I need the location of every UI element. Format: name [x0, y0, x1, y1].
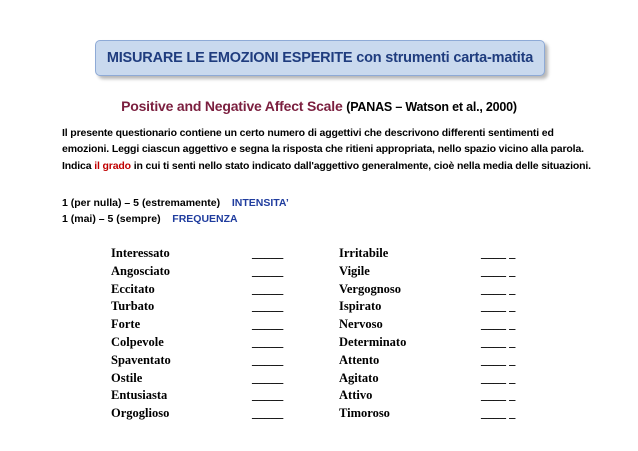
answer-blank-right: ____ _	[481, 406, 516, 421]
adjective-left: Colpevole	[111, 334, 164, 349]
scale-name: Positive and Negative Affect Scale	[121, 98, 343, 114]
instructions-part2: in cui ti senti nello stato indicato dall'aggettivo generalmente, cioè nella media delle situazioni.	[130, 159, 591, 172]
answer-blank-left: _____	[252, 370, 284, 385]
adjective-left: Forte	[111, 317, 141, 332]
adjective-left: Interessato	[111, 246, 170, 260]
adjective-list	[0, 246, 638, 424]
slide-title-banner	[95, 40, 545, 76]
adjective-right: Attento	[339, 352, 380, 367]
scale-intensity	[62, 197, 289, 209]
answer-blank-right: ____ _	[481, 299, 516, 314]
scale-frequency	[62, 213, 238, 225]
list-item	[0, 246, 638, 264]
answer-blank-right: ____ _	[481, 317, 516, 332]
answer-blank-left: _____	[252, 281, 284, 296]
answer-blank-left: _____	[252, 334, 284, 349]
answer-blank-left: _____	[252, 317, 284, 332]
list-item	[0, 299, 638, 317]
scale-heading	[0, 98, 638, 114]
scale-intensity-range: 1 (per nulla) – 5 (estremamente)	[62, 197, 221, 209]
answer-blank-right: ____ _	[481, 370, 516, 385]
answer-blank-left: _____	[252, 263, 284, 278]
adjective-left: Entusiasta	[111, 388, 168, 403]
scale-frequency-label: FREQUENZA	[172, 213, 238, 225]
adjective-right: Timoroso	[339, 406, 390, 421]
answer-blank-left: _____	[252, 246, 284, 260]
answer-blank-right: ____ _	[481, 281, 516, 296]
adjective-right: Ispirato	[339, 299, 382, 314]
adjective-right: Irritabile	[339, 246, 389, 260]
adjective-left: Angosciato	[111, 263, 171, 278]
instructions-part1: Il presente questionario contiene un certo numero di aggettivi che descrivono differenti sentimenti ed emozioni. Leggi ciascun aggettivo e segna la risposta che ritieni appropriata, nello spazio vicino alla parola. Indica	[62, 127, 584, 172]
scale-intensity-label: INTENSITA’	[231, 197, 289, 209]
answer-blank-right: ____ _	[481, 263, 516, 278]
answer-blank-right: ____ _	[481, 388, 516, 403]
instructions-highlight: il grado	[94, 159, 131, 172]
adjective-right: Determinato	[339, 334, 407, 349]
scale-reference: (PANAS – Watson et al., 2000)	[346, 100, 517, 114]
adjective-right: Agitato	[339, 370, 379, 385]
scale-frequency-range: 1 (mai) – 5 (sempre)	[62, 213, 161, 225]
slide-title: MISURARE LE EMOZIONI ESPERITE con strumenti carta-matita	[106, 50, 534, 66]
adjective-left: Eccitato	[111, 281, 155, 296]
list-item	[0, 264, 638, 282]
list-item	[0, 371, 638, 389]
list-item	[0, 335, 638, 353]
list-item	[0, 317, 638, 335]
answer-blank-right: ____ _	[481, 352, 516, 367]
adjective-right: Nervoso	[339, 317, 383, 332]
list-item	[0, 282, 638, 300]
answer-blank-left: _____	[252, 388, 284, 403]
adjective-left: Ostile	[111, 370, 143, 385]
answer-blank-left: _____	[252, 406, 284, 421]
adjective-right: Attivo	[339, 388, 373, 403]
instructions-paragraph	[62, 125, 602, 174]
answer-blank-left: _____	[252, 299, 284, 314]
answer-blank-right: ____ _	[481, 334, 516, 349]
adjective-left: Spaventato	[111, 352, 171, 367]
adjective-left: Orgoglioso	[111, 406, 170, 421]
answer-blank-left: _____	[252, 352, 284, 367]
adjective-left: Turbato	[111, 299, 155, 314]
list-item	[0, 406, 638, 424]
adjective-right: Vergognoso	[339, 281, 402, 296]
list-item	[0, 353, 638, 371]
list-item	[0, 388, 638, 406]
adjective-right: Vigile	[339, 263, 370, 278]
answer-blank-right: ____ _	[481, 246, 516, 260]
